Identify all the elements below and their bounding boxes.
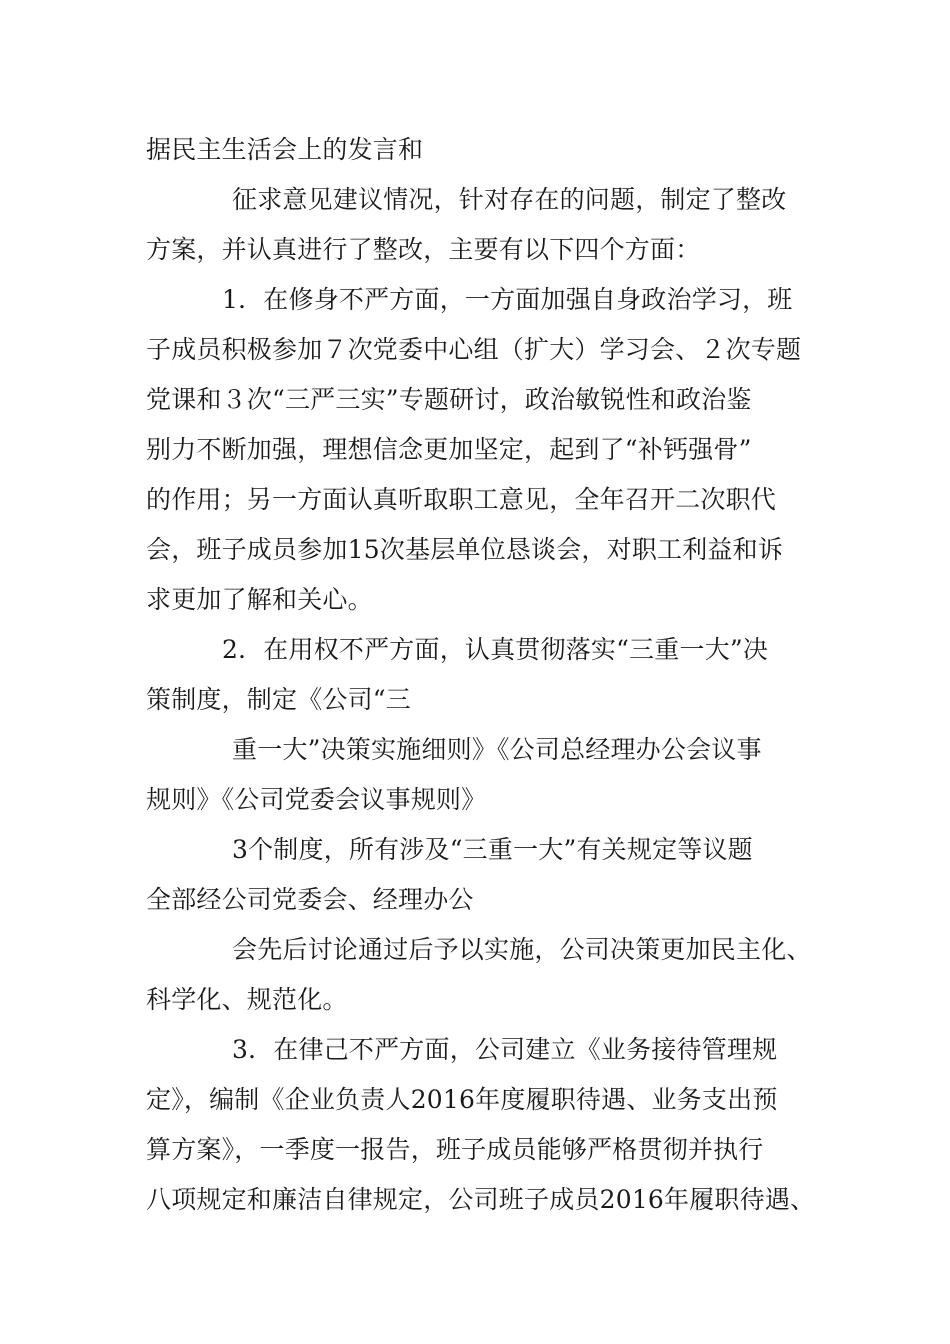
text-line-21: 算方案》，一季度一报告，班子成员能够严格贯彻并执行 [146,1135,764,1164]
text-line-8: 的作用；另一方面认真听取职工意见，全年召开二次职代 [146,485,777,514]
text-line-13: 重一大”决策实施细则》《公司总经理办公会议事 [232,735,762,764]
text-line-1: 据民主生活会上的发言和 [146,135,424,164]
text-line-15: 3个制度，所有涉及“三重一大”有关规定等议题 [232,835,753,864]
text-line-20: 定》，编制《企业负责人2016年度履职待遇、业务支出预 [146,1085,778,1114]
text-line-7: 别力不断加强，理想信念更加坚定，起到了“补钙强骨” [146,435,752,464]
text-line-3: 方案，并认真进行了整改，主要有以下四个方面： [146,235,701,264]
text-line-4: 1．在修身不严方面，一方面加强自身政治学习，班 [222,285,793,314]
text-line-17: 会先后讨论通过后予以实施，公司决策更加民主化、 [232,935,812,964]
text-line-22: 八项规定和廉洁自律规定，公司班子成员2016年履职待遇、 [146,1185,816,1214]
text-line-16: 全部经公司党委会、经理办公 [146,885,474,914]
text-line-10: 求更加了解和关心。 [146,585,373,614]
text-line-6: 党课和３次“三严三实”专题研讨，政治敏锐性和政治鉴 [146,385,752,414]
text-line-9: 会，班子成员参加15次基层单位恳谈会，对职工利益和诉 [146,535,784,564]
text-line-14: 规则》《公司党委会议事规则》 [146,785,487,814]
text-line-11: 2．在用权不严方面，认真贯彻落实“三重一大”决 [222,635,769,664]
text-line-18: 科学化、规范化。 [146,985,348,1014]
text-line-5: 子成员积极参加７次党委中心组（扩大）学习会、２次专题 [146,335,802,364]
text-line-12: 策制度，制定《公司“三 [146,685,411,714]
text-line-2: 征求意见建议情况，针对存在的问题，制定了整改 [232,185,787,214]
text-line-19: 3．在律己不严方面，公司建立《业务接待管理规 [232,1035,778,1064]
